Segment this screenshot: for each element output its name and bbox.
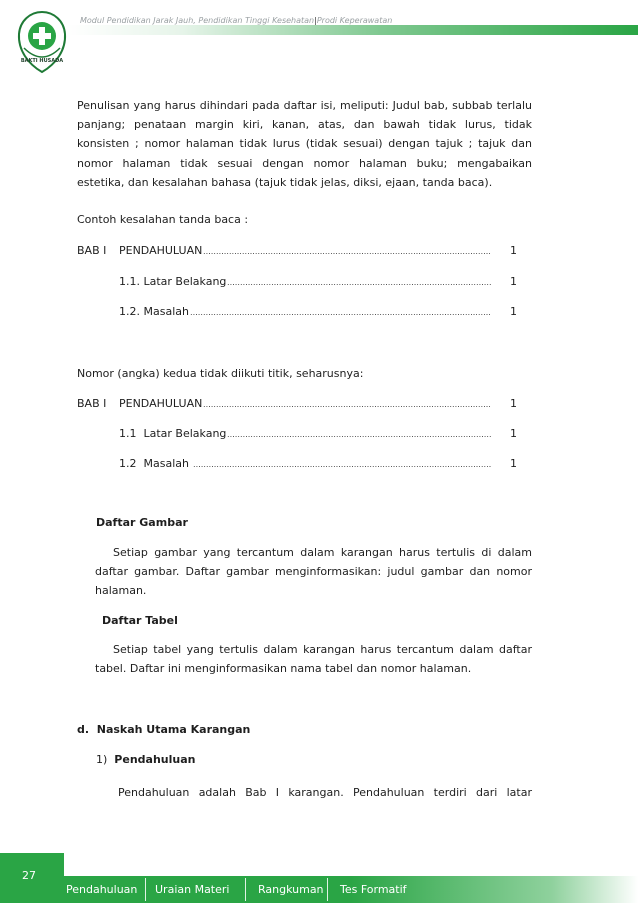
toc-page-number: 1 — [510, 305, 517, 318]
intro-paragraph: Penulisan yang harus dihindari pada daftar isi, meliputi: Judul bab, subbab terlalu panjang; penataan margin kiri, kanan, atas, dan bawah tidak lurus, tidak konsisten ; nomor halaman tidak lurus (tidak sesuai) dengan tajuk ; tajuk dan nomor halaman tidak sesuai dengan nomor halaman buku; mengabaikan estetika, dan kesalahan bahasa (tajuk tidak jelas, diksi, ejaan, tanda baca). — [77, 99, 532, 189]
toc-page-number: 1 — [510, 244, 517, 257]
toc-label: 1.1 Latar Belakang — [119, 427, 227, 440]
header-gradient-bar — [68, 25, 638, 35]
daftar-gambar-heading: Daftar Gambar — [96, 516, 188, 529]
tab-tes-formatif[interactable]: Tes Formatif — [340, 883, 407, 896]
toc-label: PENDAHULUAN — [119, 397, 203, 410]
tab-pendahuluan[interactable]: Pendahuluan — [66, 883, 138, 896]
tab-divider — [145, 878, 146, 901]
toc-right-row-1-2 — [119, 457, 517, 471]
pendahuluan-text: Pendahuluan adalah Bab I karangan. Pendahuluan terdiri dari latar — [118, 786, 532, 799]
toc-label: 1.2. Masalah — [119, 305, 189, 318]
example-right-label: Nomor (angka) kedua tidak diikuti titik, seharusnya: — [77, 367, 364, 380]
toc-page-number: 1 — [510, 427, 517, 440]
daftar-tabel-heading: Daftar Tabel — [102, 614, 178, 627]
daftar-tabel-text: Setiap tabel yang tertulis dalam karangan harus tercantum dalam daftar tabel. Daftar ini menginformasikan nama tabel dan nomor halaman. — [95, 643, 532, 676]
toc-page-number: 1 — [510, 275, 517, 288]
bakti-husada-logo — [14, 8, 70, 78]
subsection-1-title: Pendahuluan — [114, 753, 196, 766]
toc-leader-dots — [190, 313, 491, 316]
section-d-heading — [77, 723, 250, 737]
toc-leader-dots — [227, 435, 491, 438]
logo-text: BAKTI HUSADA — [20, 58, 64, 64]
toc-right-row-bab — [77, 397, 517, 411]
tab-divider — [327, 878, 328, 901]
page-number: 27 — [22, 869, 36, 882]
tab-uraian-materi[interactable]: Uraian Materi — [155, 883, 230, 896]
page-number-box — [0, 853, 64, 903]
header-module-title: Modul Pendidikan Jarak Jauh, Pendidikan Tinggi Kesehatan — [80, 16, 315, 25]
toc-wrong-row-1-1 — [119, 275, 517, 289]
toc-page-number: 1 — [510, 397, 517, 410]
section-d-title: Naskah Utama Karangan — [96, 723, 251, 736]
section-d-marker: d. — [77, 723, 90, 736]
toc-label: 1.1. Latar Belakang — [119, 275, 227, 288]
tab-rangkuman[interactable]: Rangkuman — [258, 883, 324, 896]
toc-label: PENDAHULUAN — [119, 244, 203, 257]
toc-wrong-row-1-2 — [119, 305, 517, 319]
toc-label: 1.2 Masalah — [119, 457, 193, 470]
toc-bab: BAB I — [77, 244, 107, 257]
daftar-gambar-text: Setiap gambar yang tercantum dalam karangan harus tertulis di dalam daftar gambar. Daftar gambar menginformasikan: judul gambar dan nomor halaman. — [95, 546, 532, 598]
subsection-1-marker: 1) — [96, 753, 108, 766]
tab-divider — [245, 878, 246, 901]
header-separator: | — [314, 16, 317, 25]
toc-right-row-1-1 — [119, 427, 517, 441]
toc-leader-dots — [193, 465, 491, 468]
subsection-1-heading — [96, 753, 195, 767]
header-program: Prodi Keperawatan — [316, 16, 393, 25]
toc-wrong-row-bab — [77, 244, 517, 258]
toc-leader-dots — [227, 283, 491, 286]
toc-leader-dots — [203, 405, 491, 408]
header-title — [80, 16, 392, 25]
toc-bab: BAB I — [77, 397, 107, 410]
example-wrong-label: Contoh kesalahan tanda baca : — [77, 213, 249, 226]
toc-page-number: 1 — [510, 457, 517, 470]
toc-leader-dots — [203, 252, 491, 255]
